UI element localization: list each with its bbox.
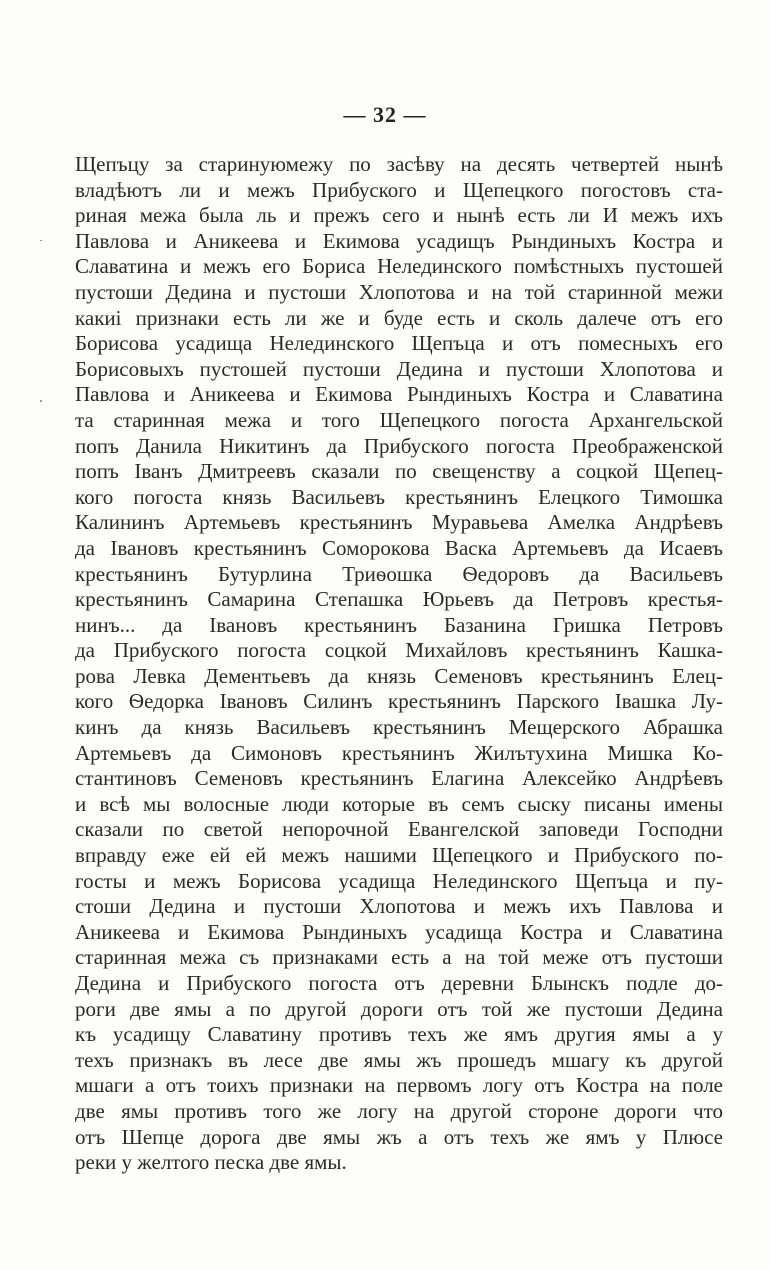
text-line: пустоши Дедина и пустоши Хлопотова и на той старинной межи (75, 279, 723, 304)
page-number: — 32 — (343, 102, 427, 127)
text-line: та старинная межа и того Щепецкого погоста Архангельской (75, 407, 723, 432)
text-line: вправду еже ей ей межъ нашими Щепецкого и Прибуского по- (75, 843, 723, 868)
text-line: Славатина и межъ его Бориса Нелединского помѣстныхъ пустошей (75, 254, 723, 279)
text-line: стантиновъ Семеновъ крестьянинъ Елагина Алексейко Андрѣевъ (75, 766, 723, 791)
text-line: владѣютъ ли и межъ Прибуского и Щепецкого погостовъ ста- (75, 177, 723, 202)
text-line: техъ признакъ въ лесе две ямы жъ прошедъ мшагу къ другой (75, 1047, 723, 1072)
text-line: попъ Іванъ Дмитреевъ сказали по свещенству а соцкой Щепец- (75, 459, 723, 484)
text-line: и всѣ мы волосные люди которые въ семъ сыску писаны имены (75, 791, 723, 816)
text-line: реки у желтого песка две ямы. (75, 1150, 347, 1175)
margin-mark (40, 400, 42, 402)
text-line: да Івановъ крестьянинъ Соморокова Васка Артемьевъ да Исаевъ (75, 535, 723, 560)
text-line: стоши Дедина и пустоши Хлопотова и межъ ихъ Павлова и (75, 894, 723, 919)
text-line: крестьянинъ Бутурлина Триѳошка Ѳедоровъ да Васильевъ (75, 561, 723, 586)
text-line: Дедина и Прибуского погоста отъ деревни Блынскъ подле до- (75, 971, 723, 995)
text-line: сказали по светой непорочной Евангелской заповеди Господни (75, 817, 723, 842)
text-line: Щепъцу за старинуюмежу по засѣву на десять четвертей нынѣ (75, 152, 723, 176)
text-line: Павлова и Аникеева и Екимова усадищъ Рындиныхъ Костра и (75, 228, 723, 253)
text-line: Аникеева и Екимова Рындиныхъ усадища Костра и Славатина (75, 919, 723, 944)
text-line: кого Ѳедорка Івановъ Силинъ крестьянинъ Парского Івашка Лу- (75, 689, 723, 714)
text-line: какиі признаки есть ли же и буде есть и сколь далече отъ его (75, 305, 723, 330)
text-line: риная межа была ль и прежъ сего и нынѣ есть ли И межъ ихъ (75, 203, 723, 228)
text-line: Борисова усадища Нелединского Щепъца и отъ помесныхъ его (75, 331, 723, 356)
text-line: къ усадищу Славатину противъ техъ же ямъ другия ямы а у (75, 1022, 723, 1047)
text-line: Калининъ Артемьевъ крестьянинъ Муравьева Амелка Андрѣевъ (75, 510, 723, 535)
text-line: нинъ... да Івановъ крестьянинъ Базанина Гришка Петровъ (75, 612, 723, 637)
text-line: рова Левка Дементьевъ да князь Семеновъ крестьянинъ Елец- (75, 663, 723, 688)
text-line: кинъ да князь Васильевъ крестьянинъ Мещерского Абрашка (75, 715, 723, 740)
text-line: попъ Данила Никитинъ да Прибуского погоста Преображенской (75, 433, 723, 458)
margin-mark (40, 240, 42, 241)
text-line: Борисовыхъ пустошей пустоши Дедина и пустоши Хлопотова и (75, 356, 723, 381)
text-line: кого погоста князь Васильевъ крестьянинъ Елецкого Тимошка (75, 484, 723, 509)
text-line: роги две ямы а по другой дороги отъ той же пустоши Дедина (75, 996, 723, 1021)
text-line: да Прибуского погоста соцкой Михайловъ крестьянинъ Кашка- (75, 638, 723, 663)
text-line: госты и межъ Борисова усадища Нелединского Щепъца и пу- (75, 868, 723, 893)
body-text (75, 152, 723, 1176)
text-line: крестьянинъ Самарина Степашка Юрьевъ да Петровъ крестья- (75, 587, 723, 612)
text-line: Павлова и Аникеева и Екимова Рындиныхъ Костра и Славатина (75, 382, 723, 407)
text-line: отъ Шепце дорога две ямы жъ а отъ техъ же ямъ у Плюсе (75, 1124, 723, 1149)
text-line: Артемьевъ да Симоновъ крестьянинъ Жилътухина Мишка Ко- (75, 740, 723, 765)
text-line: две ямы противъ того же логу на другой стороне дороги что (75, 1098, 723, 1123)
text-line: мшаги а отъ тоихъ признаки на первомъ логу отъ Костра на поле (75, 1073, 723, 1098)
text-line: старинная межа съ признаками есть а на той меже отъ пустоши (75, 945, 723, 970)
